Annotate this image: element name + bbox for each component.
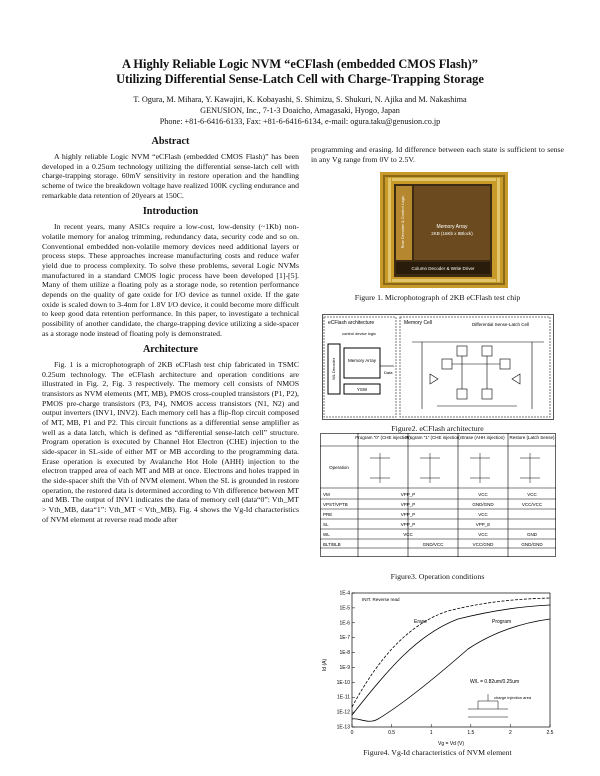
- fig4-ytick-label: 1E-11: [337, 694, 350, 701]
- fig3-header-prog1: Program “1” (CHE injection): [405, 435, 461, 440]
- fig2-ysw-label: YSW: [356, 387, 368, 392]
- fig3-vpst-erase: GND/GND: [472, 502, 494, 507]
- fig3-header-restore: Restore (Latch Sense): [509, 435, 555, 440]
- fig4-xtick-label: 2: [509, 730, 512, 736]
- fig3-vm-restore: VCC: [527, 492, 537, 497]
- introduction-text: In recent years, many ASICs require a low-cost, low-density (~1Kb) non-volatile memory for analog trimming, redundancy data, security code and so on. Conventional embedded non-volatile memory devices need additional layers or process steps. These approaches increase manufacturing costs and reduce wafer yield due to process complexity. To solve these problems, several Logic NVMs manufactured in a standard CMOS logic process have been developed [1]-[5]. Many of them utilize a floating poly as a storage node, so retention performance depends on the quality of gate oxide for I/O device as tunnel oxide. If the gate oxide is scaled down to 3-4nm for 1.8V I/O device, it could become more difficult to keep good data retention performance. In this paper, to investigate a technical possibility of another candidate, the charge-trapping device utilizing a side-spacer as a storage node instead of floating poly is demonstrated.: [42, 222, 299, 338]
- fig3-row-pre: PRE: [323, 512, 333, 517]
- figure-4-chart: [318, 589, 558, 747]
- fig3-wl-prog: VCC: [403, 532, 413, 537]
- fig3-blt-erase: VCC/GND: [472, 542, 494, 547]
- affiliation: GENUSION, Inc., 7-1-3 Doaicho, Amagasaki, Hyogo, Japan: [200, 106, 400, 115]
- architecture-text: Fig. 1 is a microphotograph of 2KB eCFlash test chip fabricated in TSMC 0.25um technology. The eCFlash architecture and operation conditions are illustrated in Fig. 2, Fig. 3 respectively. The memory cell consists of NMOS transistors as NVM elements (MT, MB), PMOS cross-coupled transistors (P1, P2), PMOS pre-charge transistors (P3, P4), NMOS access transistors (N1, N2) and output inverters (INV1, INV2). Each memory cell has a flip-flop circuit composed of MT, MB, P1 and P2. This circuit functions as a differential sense amplifier as well as a data latch, which is defined as “differential sense-latch cell” structure. Program operation is executed by Channel Hot Electron (CHE) injection to the side-spacer in SL-side of either MT or MB according to the programming data. Erase operation is executed by Avalanche Hot Hole (AHH) injection to the electron trapped area of each MT and MB at once. Electrons and holes trapped in the side-spacer shift the Vth of NVM element. When the SL is grounded in restore operation, the restored data is determined according to Vth difference between MT and MB. The output of INV1 indicates the data of memory cell (data“0”: Vth_MT > Vth_MB, data“1”: Vth_MT < Vth_MB). Fig. 4 shows the Vg-Id characteristics of NVM element at reverse read mode after: [42, 360, 299, 524]
- fig2-array-label: Memory Array: [347, 358, 377, 363]
- left-column: [42, 136, 299, 524]
- fig3-vpst-restore: VCC/VCC: [521, 502, 543, 507]
- fig3-pre-erase: VCC: [478, 512, 488, 517]
- fig3-vm-erase: VCC: [478, 492, 488, 497]
- fig1-control-label: Row Decoder & Control Logic: [400, 195, 405, 249]
- figure-1-caption: Figure 1. Microphotograph of 2KB eCFlash test chip: [354, 293, 521, 302]
- fig3-blt-prog1: GND/VCC: [422, 542, 444, 547]
- fig3-header-prog0: Program “0” (CHE injection): [355, 435, 411, 440]
- introduction-heading: Introduction: [142, 206, 199, 218]
- fig4-xtick-label: 0: [350, 730, 354, 736]
- figure-1-photo: [380, 172, 508, 288]
- fig4-annot-wl: W/L = 0.82um/0.25um: [470, 679, 520, 685]
- fig3-row-sl: SL: [323, 522, 329, 527]
- fig1-bottom-label: Column Decoder & Write Driver: [411, 266, 475, 271]
- fig2-decoder-label: WL Decoder: [331, 357, 336, 381]
- abstract-heading: Abstract: [151, 136, 190, 147]
- figure-3-caption: Figure3. Operation conditions: [390, 572, 485, 581]
- fig3-operation-label: Operation: [329, 465, 349, 470]
- fig3-vm-prog: VPP_P: [400, 492, 416, 497]
- abstract-text: A highly reliable Logic NVM “eCFlash (embedded CMOS Flash)” has been developed in a 0.25um technology utilizing the differential sense-latch cell with charge-trapping storage. 60mV sensitivity in restore operation and the handling scheme of twice the breakdown voltage have realized 100K cycling endurance and remarkable data retention of 20years at 150C.: [42, 152, 299, 200]
- fig4-ytick-label: 1E-10: [336, 679, 350, 686]
- fig4-ytick-label: 1E-4: [339, 590, 350, 597]
- fig2-ctrl-label: control device logic: [342, 331, 377, 336]
- fig3-row-vpst: VPST/VPTB: [323, 502, 348, 507]
- fig4-annot-erase: Erase: [414, 619, 428, 625]
- contact: Phone: +81-6-6416-6133, Fax: +81-6-6416-6134, e-mail: ogura.taku@genusion.co.jp: [159, 117, 441, 126]
- architecture-heading: Architecture: [142, 344, 199, 356]
- fig3-blt-restore: GND/GND: [521, 542, 543, 547]
- fig4-ytick-label: 1E-12: [336, 709, 350, 716]
- fig4-ytick-label: 1E-5: [339, 605, 350, 612]
- fig2-memory-title: Memory Cell: [404, 320, 433, 326]
- fig1-array-size-label: 2KB (16Kb x 8Block): [431, 231, 473, 236]
- fig4-xtick-label: 1.5: [467, 730, 475, 736]
- fig4-ytick-label: 1E-13: [336, 724, 350, 731]
- fig3-pre-prog: VPP_P: [400, 512, 416, 517]
- fig1-array-label: Memory Array: [436, 224, 468, 230]
- fig2-left-title: eCFlash architecture: [328, 320, 375, 326]
- fig4-xlabel: Vg = Vd (V): [438, 741, 464, 747]
- title-line-2: Utilizing Differential Sense-Latch Cell with Charge-Trapping Storage: [116, 72, 484, 86]
- fig4-xtick-label: 0.5: [388, 730, 396, 736]
- fig4-xtick-label: 2.5: [546, 730, 554, 736]
- fig3-row-blt: BLT/BLB: [323, 542, 341, 547]
- figure-2-caption: Figure2. eCFlash architecture: [391, 424, 484, 433]
- figure-2-diagram: [322, 314, 554, 420]
- fig2-diff-label: Differential Sense-Latch Cell: [472, 322, 529, 327]
- fig4-ytick-label: 1E-9: [339, 664, 350, 671]
- title-line-1: A Highly Reliable Logic NVM “eCFlash (embedded CMOS Flash)”: [122, 57, 478, 71]
- fig2-data-label: Data: [384, 370, 393, 375]
- fig4-plot-area: [352, 593, 550, 727]
- fig4-annot-charge: charge injection area: [494, 695, 532, 700]
- fig3-wl-restore: GND: [527, 532, 537, 537]
- fig3-vpst-prog: VPP_P: [400, 502, 416, 507]
- fig4-svg: [318, 589, 558, 747]
- figure-3-table: [320, 433, 556, 557]
- fig4-xtick-label: 1: [429, 730, 433, 736]
- authors: T. Ogura, M. Mihara, Y. Kawajiri, K. Kobayashi, S. Shimizu, S. Shukuri, N. Ajika and M. Nakashima: [133, 95, 467, 104]
- fig4-ytick-label: 1E-7: [339, 635, 350, 642]
- fig3-sl-prog: VPP_P: [400, 522, 416, 527]
- fig4-annot-init: INIT. Reverse read: [362, 597, 400, 602]
- fig3-row-vm: VM: [323, 492, 330, 497]
- fig4-ytick-label: 1E-6: [339, 620, 350, 627]
- fig4-ylabel: Id (A): [322, 658, 328, 672]
- fig3-sl-erase: VPP_E: [475, 522, 491, 527]
- fig4-ytick-label: 1E-8: [339, 650, 350, 657]
- fig3-wl-erase: VCC: [478, 532, 488, 537]
- fig3-header-erase: Erase (AHH injection): [461, 435, 505, 440]
- right-column-text: [311, 145, 564, 164]
- figure-4-caption: Figure4. Vg-Id characteristics of NVM element: [363, 748, 512, 757]
- fig3-row-wl: WL: [323, 532, 330, 537]
- right-intro-text: programming and erasing. Id difference between each state is sufficient to sense in any Vg range from 0V to 2.5V.: [311, 145, 564, 164]
- fig4-annot-program: Program: [492, 619, 512, 625]
